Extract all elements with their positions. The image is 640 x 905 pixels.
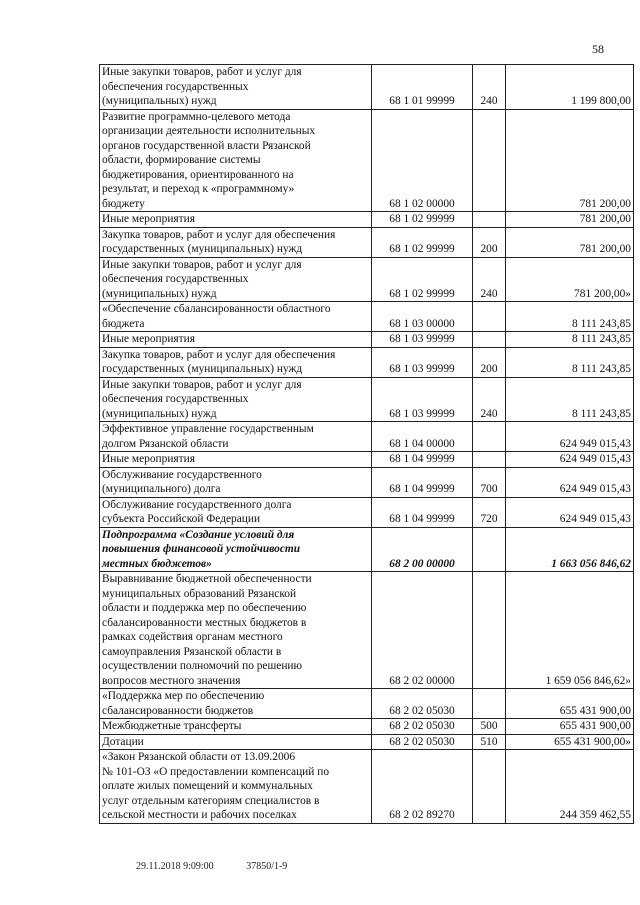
row-name-cell: Иные закупки товаров, работ и услуг для обеспечения государственных (муниципальных) нужд <box>100 377 372 422</box>
row-amount-cell: 624 949 015,43 <box>506 422 634 452</box>
row-code-cell: 68 2 02 05030 <box>372 734 473 750</box>
row-expense-type-cell <box>473 689 506 719</box>
row-amount-cell: 1 659 056 846,62» <box>506 572 634 689</box>
row-expense-type-cell <box>473 332 506 348</box>
row-name-cell: Иные мероприятия <box>100 332 372 348</box>
row-expense-type-cell <box>473 572 506 689</box>
row-expense-type-cell: 240 <box>473 257 506 302</box>
row-expense-type-cell <box>473 527 506 572</box>
row-code-cell: 68 2 02 05030 <box>372 719 473 735</box>
row-code-cell: 68 2 00 00000 <box>372 527 473 572</box>
row-amount-cell: 8 111 243,85 <box>506 302 634 332</box>
row-amount-cell: 1 199 800,00 <box>506 65 634 110</box>
row-expense-type-cell: 720 <box>473 497 506 527</box>
row-name-cell: «Поддержка мер по обеспечению сбалансированности бюджетов <box>100 689 372 719</box>
table-row <box>100 227 634 257</box>
row-amount-cell: 624 949 015,43 <box>506 452 634 468</box>
row-code-cell: 68 1 02 99999 <box>372 212 473 228</box>
row-amount-cell: 8 111 243,85 <box>506 347 634 377</box>
table-row <box>100 750 634 824</box>
table-row <box>100 347 634 377</box>
budget-table <box>99 64 634 824</box>
row-name-cell: Иные мероприятия <box>100 452 372 468</box>
footer-document-id: 37850/1-9 <box>246 861 288 872</box>
row-expense-type-cell <box>473 422 506 452</box>
table-row <box>100 572 634 689</box>
row-amount-cell: 655 431 900,00 <box>506 689 634 719</box>
row-expense-type-cell <box>473 750 506 824</box>
row-name-cell: Обслуживание государственного (муниципального) долга <box>100 467 372 497</box>
row-expense-type-cell: 240 <box>473 377 506 422</box>
row-amount-cell: 244 359 462,55 <box>506 750 634 824</box>
row-code-cell: 68 1 03 00000 <box>372 302 473 332</box>
row-amount-cell: 655 431 900,00» <box>506 734 634 750</box>
row-amount-cell: 8 111 243,85 <box>506 377 634 422</box>
row-name-cell: Иные мероприятия <box>100 212 372 228</box>
row-amount-cell: 1 663 056 846,62 <box>506 527 634 572</box>
footer <box>136 861 287 872</box>
row-name-cell: Межбюджетные трансферты <box>100 719 372 735</box>
row-name-cell: Эффективное управление государственным долгом Рязанской области <box>100 422 372 452</box>
row-code-cell: 68 2 02 89270 <box>372 750 473 824</box>
table-row <box>100 109 634 212</box>
row-amount-cell: 8 111 243,85 <box>506 332 634 348</box>
row-code-cell: 68 1 03 99999 <box>372 347 473 377</box>
table-row <box>100 332 634 348</box>
row-code-cell: 68 1 02 99999 <box>372 227 473 257</box>
row-expense-type-cell <box>473 302 506 332</box>
row-name-cell: Развитие программно-целевого метода организации деятельности исполнительных органов государственной власти Рязанской области, формирование системы бюджетирования, ориентированного на результат, и переход к «программному» бюджету <box>100 109 372 212</box>
row-expense-type-cell <box>473 212 506 228</box>
row-expense-type-cell: 700 <box>473 467 506 497</box>
table-row <box>100 497 634 527</box>
row-code-cell: 68 1 03 99999 <box>372 332 473 348</box>
row-name-cell: Дотации <box>100 734 372 750</box>
row-expense-type-cell <box>473 452 506 468</box>
row-name-cell: Выравнивание бюджетной обеспеченности муниципальных образований Рязанской области и поддержка мер по обеспечению сбалансированности местных бюджетов в рамках содействия органам местного самоуправления Рязанской области в осуществлении полномочий по решению вопросов местного значения <box>100 572 372 689</box>
row-code-cell: 68 2 02 00000 <box>372 572 473 689</box>
row-amount-cell: 624 949 015,43 <box>506 467 634 497</box>
row-code-cell: 68 1 04 99999 <box>372 467 473 497</box>
row-amount-cell: 781 200,00 <box>506 109 634 212</box>
row-code-cell: 68 1 04 99999 <box>372 452 473 468</box>
table-row <box>100 422 634 452</box>
table-row <box>100 65 634 110</box>
row-name-cell: «Обеспечение сбалансированности областного бюджета <box>100 302 372 332</box>
row-code-cell: 68 1 04 00000 <box>372 422 473 452</box>
table-row <box>100 734 634 750</box>
table-row <box>100 719 634 735</box>
row-amount-cell: 624 949 015,43 <box>506 497 634 527</box>
table-row <box>100 257 634 302</box>
table-row <box>100 377 634 422</box>
table-row <box>100 467 634 497</box>
page-number: 58 <box>592 42 604 56</box>
row-expense-type-cell: 200 <box>473 347 506 377</box>
table-row <box>100 452 634 468</box>
table-row <box>100 527 634 572</box>
row-code-cell: 68 1 03 99999 <box>372 377 473 422</box>
row-name-cell: Обслуживание государственного долга субъекта Российской Федерации <box>100 497 372 527</box>
row-amount-cell: 781 200,00 <box>506 212 634 228</box>
row-name-cell: Подпрограмма «Создание условий для повышения финансовой устойчивости местных бюджетов» <box>100 527 372 572</box>
row-code-cell: 68 1 01 99999 <box>372 65 473 110</box>
row-code-cell: 68 1 04 99999 <box>372 497 473 527</box>
row-expense-type-cell: 240 <box>473 65 506 110</box>
row-expense-type-cell <box>473 109 506 212</box>
footer-timestamp: 29.11.2018 9:09:00 <box>136 861 214 872</box>
row-amount-cell: 781 200,00» <box>506 257 634 302</box>
table-row <box>100 212 634 228</box>
table-row <box>100 689 634 719</box>
row-amount-cell: 781 200,00 <box>506 227 634 257</box>
budget-table-body <box>100 65 634 824</box>
row-expense-type-cell: 510 <box>473 734 506 750</box>
row-expense-type-cell: 500 <box>473 719 506 735</box>
row-expense-type-cell: 200 <box>473 227 506 257</box>
row-name-cell: Закупка товаров, работ и услуг для обеспечения государственных (муниципальных) нужд <box>100 347 372 377</box>
row-name-cell: Иные закупки товаров, работ и услуг для обеспечения государственных (муниципальных) нужд <box>100 257 372 302</box>
row-code-cell: 68 1 02 99999 <box>372 257 473 302</box>
row-code-cell: 68 1 02 00000 <box>372 109 473 212</box>
table-row <box>100 302 634 332</box>
row-code-cell: 68 2 02 05030 <box>372 689 473 719</box>
row-name-cell: «Закон Рязанской области от 13.09.2006 № 101-ОЗ «О предоставлении компенсаций по оплате жилых помещений и коммунальных услуг отдельным категориям специалистов в сельской местности и рабочих поселках <box>100 750 372 824</box>
row-amount-cell: 655 431 900,00 <box>506 719 634 735</box>
row-name-cell: Закупка товаров, работ и услуг для обеспечения государственных (муниципальных) нужд <box>100 227 372 257</box>
row-name-cell: Иные закупки товаров, работ и услуг для обеспечения государственных (муниципальных) нужд <box>100 65 372 110</box>
